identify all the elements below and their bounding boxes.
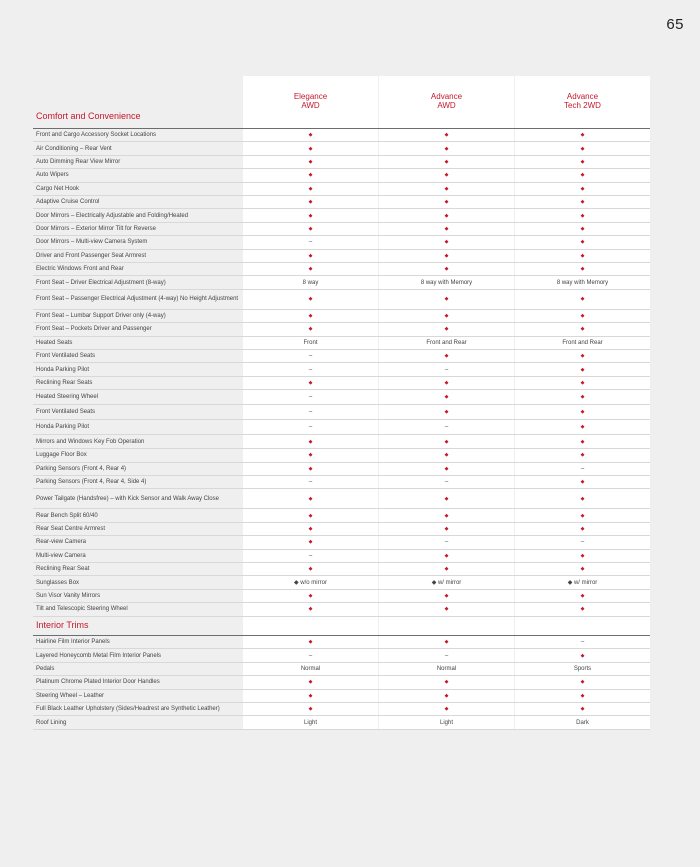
table-row	[33, 603, 650, 616]
table-row	[33, 576, 650, 589]
row-value: ◆	[444, 266, 449, 273]
row-value: ◆	[580, 452, 585, 459]
row-label: Heated Seats	[36, 339, 73, 346]
row-value: ◆	[580, 606, 585, 613]
row-value: ◆	[444, 465, 449, 472]
row-value: ◆	[444, 312, 449, 319]
row-label: Door Mirrors – Electrically Adjustable and Folding/Heated	[36, 212, 189, 219]
row-label: Driver and Front Passenger Seat Armrest	[36, 252, 147, 259]
row-label: Air Conditioning – Rear Vent	[36, 145, 112, 152]
row-value: ◆	[444, 158, 449, 165]
row-value: ◆	[444, 185, 449, 192]
row-value: Light	[303, 719, 317, 726]
row-value: ◆ w/ mirror	[567, 579, 598, 586]
row-value: –	[308, 394, 313, 401]
row-label: Front Seat – Driver Electrical Adjustment (8-way)	[36, 279, 166, 286]
row-value: ◆	[444, 394, 449, 401]
row-value: ◆	[444, 252, 449, 259]
row-value: ◆	[444, 172, 449, 179]
row-label: Multi-view Camera	[36, 552, 86, 559]
row-label: Pedals	[36, 665, 55, 672]
row-value: –	[308, 652, 313, 659]
row-value: Light	[439, 719, 453, 726]
row-value: ◆	[580, 199, 585, 206]
row-value: ◆	[308, 252, 313, 259]
row-label: Power Tailgate (Handsfree) – with Kick Sensor and Walk Away Close	[36, 495, 219, 502]
row-value: ◆	[444, 379, 449, 386]
column-header-line1: Elegance	[293, 92, 328, 101]
row-value: ◆	[444, 606, 449, 613]
row-label: Front Seat – Passenger Electrical Adjustment (4-way) No Height Adjustment	[36, 296, 239, 303]
row-label: Parking Sensors (Front 4, Rear 4, Side 4)	[36, 479, 147, 486]
table-row	[33, 236, 650, 249]
table-row	[33, 142, 650, 155]
section-title-interior-trims: Interior Trims	[36, 620, 89, 630]
table-row	[33, 156, 650, 169]
table-row	[33, 350, 650, 363]
row-value: ◆	[308, 266, 313, 273]
table-row	[33, 489, 650, 509]
row-label: Full Black Leather Upholstery (Sides/Headrest are Synthetic Leather)	[36, 706, 220, 713]
row-label: Front Ventilated Seats	[36, 409, 96, 416]
row-value: ◆	[444, 326, 449, 333]
row-label: Reclining Rear Seats	[36, 379, 93, 386]
row-label: Sun Visor Vanity Mirrors	[36, 592, 101, 599]
row-value: ◆	[308, 158, 313, 165]
page-number: 65	[666, 16, 684, 33]
row-value: ◆	[580, 252, 585, 259]
table-row	[33, 363, 650, 376]
row-value: ◆	[444, 552, 449, 559]
row-value: –	[308, 366, 313, 373]
row-value: ◆	[308, 606, 313, 613]
row-value: –	[444, 479, 449, 486]
row-label: Front Seat – Pockets Driver and Passenger	[36, 326, 152, 333]
row-value: ◆	[580, 212, 585, 219]
row-value: ◆	[580, 239, 585, 246]
table-row	[33, 290, 650, 310]
table-row	[33, 563, 650, 576]
row-value: ◆	[308, 296, 313, 303]
row-value: –	[308, 409, 313, 416]
row-value: ◆	[444, 212, 449, 219]
table-row	[33, 690, 650, 703]
row-value: ◆	[444, 512, 449, 519]
row-label: Hairline Film Interior Panels	[36, 639, 110, 646]
table-row	[33, 463, 650, 476]
table-row	[33, 420, 650, 435]
row-label: Door Mirrors – Multi-view Camera System	[36, 239, 148, 246]
row-value: Front	[303, 339, 318, 346]
table-row	[33, 310, 650, 323]
row-value: –	[444, 424, 449, 431]
row-value: –	[580, 539, 585, 546]
column-header-line2: Tech 2WD	[564, 101, 601, 110]
row-value: ◆	[444, 495, 449, 502]
row-label: Honda Parking Pilot	[36, 424, 90, 431]
row-value: ◆	[580, 409, 585, 416]
row-value: –	[444, 366, 449, 373]
row-label: Steering Wheel – Leather	[36, 692, 105, 699]
table-row	[33, 169, 650, 182]
row-value: ◆	[308, 495, 313, 502]
table-row	[33, 183, 650, 196]
table-row	[33, 536, 650, 549]
row-value: ◆	[580, 706, 585, 713]
row-value: –	[308, 239, 313, 246]
table-row	[33, 523, 650, 536]
row-value: ◆	[308, 525, 313, 532]
row-value: ◆	[308, 706, 313, 713]
row-value: ◆	[308, 639, 313, 646]
row-value: 8 way with Memory	[556, 279, 609, 286]
row-label: Front and Cargo Accessory Socket Locations	[36, 132, 157, 139]
row-value: –	[444, 539, 449, 546]
table-row	[33, 716, 650, 729]
column-header-line1: Advance	[430, 92, 463, 101]
row-value: ◆	[580, 692, 585, 699]
row-value: ◆	[580, 132, 585, 139]
row-value: ◆	[580, 266, 585, 273]
row-value: ◆	[580, 394, 585, 401]
row-value: ◆	[444, 706, 449, 713]
row-value: ◆	[580, 353, 585, 360]
row-label: Reclining Rear Seat	[36, 566, 90, 573]
row-value: 8 way	[302, 279, 319, 286]
row-value: ◆	[580, 326, 585, 333]
row-value: Sports	[573, 665, 592, 672]
row-label: Rear Bench Split 60/40	[36, 512, 98, 519]
row-value: ◆	[444, 692, 449, 699]
column-header-line2: AWD	[301, 101, 320, 110]
table-row	[33, 435, 650, 449]
row-value: ◆	[308, 452, 313, 459]
row-value: ◆	[444, 132, 449, 139]
row-value: –	[308, 479, 313, 486]
row-value: ◆	[444, 566, 449, 573]
row-value: ◆	[580, 525, 585, 532]
row-label: Auto Dimming Rear View Mirror	[36, 158, 121, 165]
row-value: ◆ w/ mirror	[431, 579, 462, 586]
row-label: Door Mirrors – Exterior Mirror Tilt for Reverse	[36, 225, 157, 232]
table-row	[33, 663, 650, 676]
row-value: ◆	[580, 566, 585, 573]
row-value: ◆	[580, 158, 585, 165]
table-row	[33, 636, 650, 649]
row-value: ◆	[580, 424, 585, 431]
table-row	[33, 276, 650, 289]
row-label: Parking Sensors (Front 4, Rear 4)	[36, 465, 127, 472]
row-label: Rear-view Camera	[36, 539, 87, 546]
row-value: ◆	[444, 679, 449, 686]
row-value: –	[444, 652, 449, 659]
row-value: ◆	[580, 366, 585, 373]
column-header-elegance-awd	[243, 92, 378, 110]
row-value: ◆	[580, 512, 585, 519]
row-value: –	[580, 639, 585, 646]
section-title-comfort: Comfort and Convenience	[36, 111, 141, 121]
column-header-advance-tech-2wd	[515, 92, 650, 110]
row-value: ◆	[308, 326, 313, 333]
row-value: ◆	[308, 592, 313, 599]
row-label: Roof Lining	[36, 719, 67, 726]
row-value: ◆	[444, 225, 449, 232]
row-value: ◆	[580, 312, 585, 319]
row-value: ◆ w/o mirror	[294, 579, 327, 586]
row-value: –	[308, 353, 313, 360]
row-value: ◆	[308, 312, 313, 319]
table-row	[33, 196, 650, 209]
column-header-line2: AWD	[437, 101, 456, 110]
row-value: ◆	[580, 438, 585, 445]
row-label: Honda Parking Pilot	[36, 366, 90, 373]
row-value: ◆	[580, 172, 585, 179]
table-row	[33, 649, 650, 662]
row-value: Normal	[300, 665, 321, 672]
row-value: ◆	[308, 132, 313, 139]
table-row	[33, 476, 650, 489]
row-value: Dark	[576, 719, 589, 726]
row-value: ◆	[308, 679, 313, 686]
row-value: ◆	[444, 353, 449, 360]
row-label: Luggage Floor Box	[36, 452, 87, 459]
row-label: Rear Seat Centre Armrest	[36, 525, 106, 532]
row-value: ◆	[444, 592, 449, 599]
row-value: ◆	[580, 592, 585, 599]
row-value: ◆	[308, 199, 313, 206]
row-value: Front and Rear	[562, 339, 603, 346]
column-header-advance-awd	[379, 92, 514, 110]
row-value: –	[308, 552, 313, 559]
row-value: ◆	[580, 679, 585, 686]
row-value: ◆	[308, 145, 313, 152]
table-row	[33, 676, 650, 689]
row-value: –	[308, 424, 313, 431]
row-label: Front Ventilated Seats	[36, 353, 96, 360]
row-label: Auto Wipers	[36, 172, 69, 179]
row-value: ◆	[580, 185, 585, 192]
row-value: ◆	[308, 438, 313, 445]
table-row	[33, 590, 650, 603]
table-row	[33, 337, 650, 350]
row-value: ◆	[444, 239, 449, 246]
table-row	[33, 509, 650, 522]
row-value: ◆	[308, 185, 313, 192]
row-value: ◆	[580, 379, 585, 386]
row-label: Cargo Net Hook	[36, 185, 80, 192]
table-row	[33, 377, 650, 390]
row-value: 8 way with Memory	[420, 279, 473, 286]
row-value: ◆	[580, 296, 585, 303]
row-value: ◆	[308, 225, 313, 232]
row-value: ◆	[444, 639, 449, 646]
table-row	[33, 405, 650, 420]
table-row	[33, 250, 650, 263]
row-value: ◆	[444, 525, 449, 532]
column-header-line1: Advance	[566, 92, 599, 101]
row-value: Normal	[436, 665, 457, 672]
row-value: ◆	[308, 379, 313, 386]
table-row	[33, 449, 650, 462]
table-row	[33, 263, 650, 276]
row-value: ◆	[444, 296, 449, 303]
table-row	[33, 129, 650, 142]
row-label: Layered Honeycomb Metal Film Interior Panels	[36, 652, 162, 659]
row-value: ◆	[580, 495, 585, 502]
row-label: Heated Steering Wheel	[36, 394, 99, 401]
row-value: ◆	[308, 692, 313, 699]
row-value: ◆	[308, 566, 313, 573]
row-value: ◆	[308, 465, 313, 472]
row-value: –	[580, 465, 585, 472]
row-value: ◆	[444, 145, 449, 152]
row-value: ◆	[580, 225, 585, 232]
row-value: ◆	[580, 652, 585, 659]
row-label: Mirrors and Windows Key Fob Operation	[36, 438, 145, 445]
row-value: ◆	[580, 145, 585, 152]
row-value: ◆	[444, 438, 449, 445]
table-row	[33, 390, 650, 405]
table-row	[33, 209, 650, 222]
table-row	[33, 550, 650, 563]
row-label: Electric Windows Front and Rear	[36, 266, 124, 273]
row-value: ◆	[308, 212, 313, 219]
row-value: ◆	[444, 409, 449, 416]
row-label: Platinum Chrome Plated Interior Door Handles	[36, 679, 160, 686]
row-value: ◆	[444, 452, 449, 459]
row-value: ◆	[308, 172, 313, 179]
row-value: ◆	[308, 539, 313, 546]
row-value: ◆	[580, 552, 585, 559]
row-label: Front Seat – Lumbar Support Driver only (4-way)	[36, 312, 166, 319]
row-label: Sunglasses Box	[36, 579, 80, 586]
row-value: Front and Rear	[426, 339, 467, 346]
table-row	[33, 223, 650, 236]
row-value: ◆	[308, 512, 313, 519]
row-label: Adaptive Cruise Control	[36, 199, 100, 206]
row-value: ◆	[444, 199, 449, 206]
table-row	[33, 703, 650, 716]
row-value: ◆	[580, 479, 585, 486]
table-row	[33, 323, 650, 336]
row-label: Tilt and Telescopic Steering Wheel	[36, 606, 128, 613]
